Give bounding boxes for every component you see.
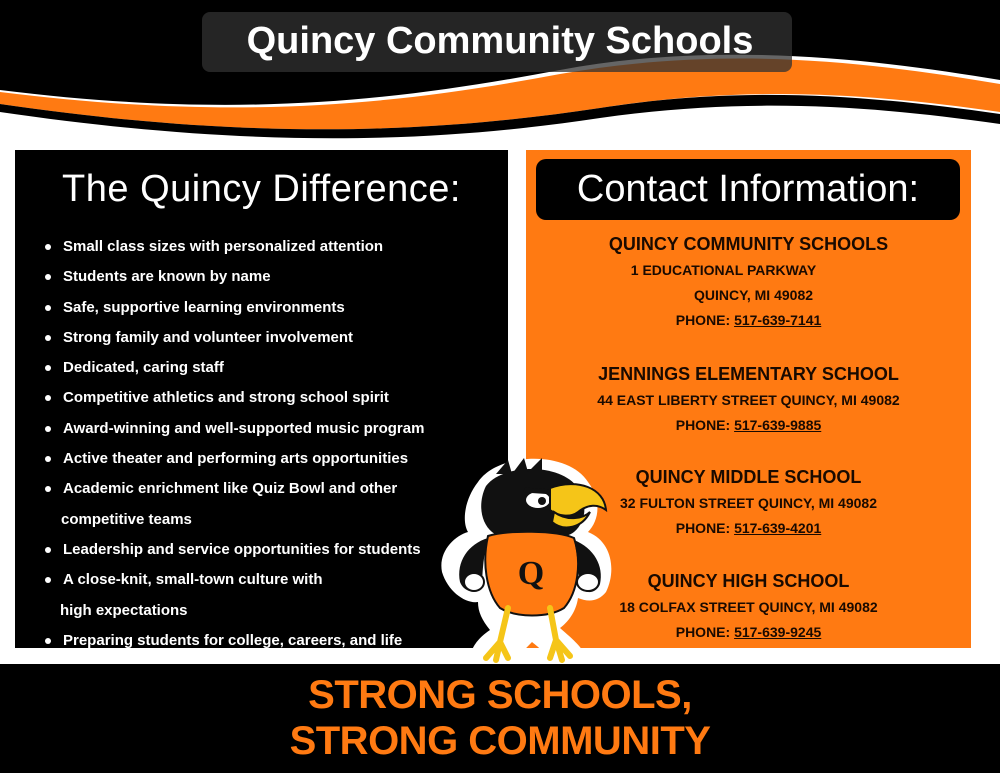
- school-name: QUINCY COMMUNITY SCHOOLS: [608, 234, 889, 254]
- school-address: 18 COLFAX STREET QUINCY, MI 49082: [619, 599, 878, 615]
- slogan-line-1: STRONG SCHOOLS,: [308, 673, 692, 717]
- phone-link[interactable]: 517-639-4201: [734, 520, 822, 536]
- list-item: Leadership and service opportunities for students: [41, 535, 501, 565]
- list-item: Active theater and performing arts opportunities: [41, 444, 501, 474]
- contact-block-district: [526, 230, 971, 333]
- list-item: A close-knit, small-town culture with: [41, 565, 501, 595]
- school-name: JENNINGS ELEMENTARY SCHOOL: [598, 364, 899, 384]
- difference-title: The Quincy Difference:: [62, 168, 461, 210]
- list-item: Academic enrichment like Quiz Bowl and other: [41, 474, 501, 504]
- phone-label: PHONE:: [675, 520, 731, 536]
- school-phone: [526, 308, 971, 333]
- school-name: QUINCY MIDDLE SCHOOL: [635, 467, 862, 487]
- school-phone: [526, 413, 971, 438]
- list-item-continuation: competitive teams: [61, 510, 192, 528]
- contact-title-pill: [536, 159, 960, 220]
- mascot-icon: [438, 452, 618, 667]
- list-item: Small class sizes with personalized attention: [41, 232, 501, 262]
- mascot-letter: Q: [517, 555, 545, 592]
- list-item: Competitive athletics and strong school spirit: [41, 383, 501, 413]
- school-city: QUINCY, MI 49082: [693, 287, 814, 303]
- page-title: Quincy Community Schools: [246, 20, 754, 62]
- quincy-difference-panel: [15, 150, 508, 648]
- phone-link[interactable]: 517-639-7141: [734, 312, 822, 328]
- list-item: Preparing students for college, careers, and life: [41, 626, 501, 656]
- school-name: QUINCY HIGH SCHOOL: [647, 571, 850, 591]
- footer-banner: [0, 664, 1000, 773]
- list-item: Safe, supportive learning environments: [41, 293, 501, 323]
- list-item: Students are known by name: [41, 262, 501, 292]
- list-item-continuation: high expectations: [60, 601, 188, 619]
- phone-link[interactable]: 517-639-9245: [734, 624, 822, 640]
- list-item: Award-winning and well-supported music program: [41, 414, 501, 444]
- difference-list: [41, 232, 501, 656]
- list-item: Dedicated, caring staff: [41, 353, 501, 383]
- slogan-line-2: STRONG COMMUNITY: [289, 719, 711, 763]
- phone-label: PHONE:: [675, 312, 731, 328]
- contact-block-jennings: [526, 360, 971, 438]
- contact-title: Contact Information:: [576, 168, 920, 210]
- slogan: [0, 672, 1000, 764]
- school-address: 44 EAST LIBERTY STREET QUINCY, MI 49082: [597, 392, 900, 408]
- list-item: Strong family and volunteer involvement: [41, 323, 501, 353]
- school-address: 32 FULTON STREET QUINCY, MI 49082: [620, 495, 877, 511]
- phone-label: PHONE:: [675, 417, 731, 433]
- phone-link[interactable]: 517-639-9885: [734, 417, 822, 433]
- school-address: 1 EDUCATIONAL PARKWAY: [630, 262, 817, 278]
- phone-label: PHONE:: [675, 624, 731, 640]
